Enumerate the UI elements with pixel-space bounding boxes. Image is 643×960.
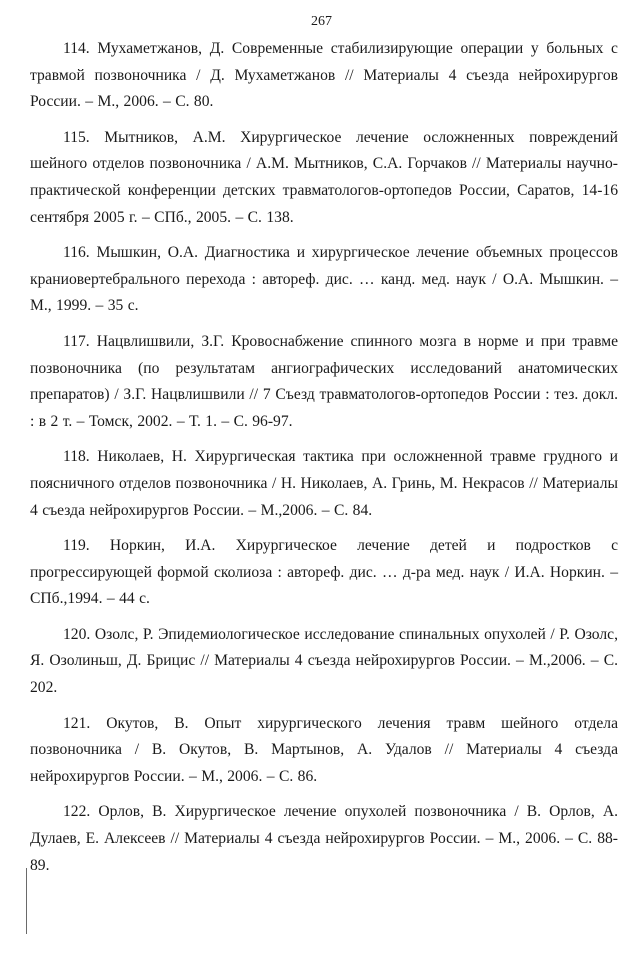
reference-item: [30, 329, 618, 435]
reference-number: 115.: [63, 128, 90, 146]
reference-number: 117.: [63, 332, 90, 350]
reference-number: 120.: [63, 625, 91, 643]
reference-text: Окутов, В. Опыт хирургического лечения травм шейного отдела позвоночника / В. Окутов, В. Мартынов, А. Удалов // Материалы 4 съезда нейрохирургов России. – М., 2006. – С. 86.: [30, 714, 619, 785]
reference-text: Мухаметжанов, Д. Современные стабилизирующие операции у больных с травмой позвоночника / Д. Мухаметжанов // Материалы 4 съезда нейрохирургов России. – М., 2006. – С. 80.: [30, 40, 618, 111]
reference-item: [30, 622, 618, 702]
reference-text: Николаев, Н. Хирургическая тактика при осложненной травме грудного и поясничного отделов позвоночника / Н. Николаев, А. Гринь, М. Некрасов // Материалы 4 съезда нейрохирургов России. – М.,2006. – С. 84.: [30, 448, 618, 519]
reference-text: Орлов, В. Хирургическое лечение опухолей позвоночника / В. Орлов, А. Дулаев, Е. Алексеев // Материалы 4 съезда нейрохирургов России. – М., 2006. – С. 88-89.: [30, 803, 618, 874]
scan-margin-line: [26, 868, 27, 934]
reference-item: [30, 444, 618, 524]
reference-number: 119.: [63, 537, 90, 555]
reference-item: [30, 711, 618, 791]
reference-text: Озолс, Р. Эпидемиологическое исследование спинальных опухолей / Р. Озолс, Я. Озолиньш, Д. Брицис // Материалы 4 съезда нейрохирургов России. – М.,2006. – С. 202.: [30, 625, 619, 697]
reference-text: Норкин, И.А. Хирургическое лечение детей и подростков с прогрессирующей формой сколиоза : автореф. дис. … д-ра мед. наук / И.А. Норкин. – СПб.,1994. – 44 с.: [30, 537, 618, 608]
reference-text: Мышкин, О.А. Диагностика и хирургическое лечение объемных процессов краниовертебрального перехода : автореф. дис. … канд. мед. наук / О.А. Мышкин. – М., 1999. – 35 с.: [30, 244, 618, 315]
reference-item: [30, 240, 618, 320]
reference-item: [30, 533, 618, 613]
reference-number: 118.: [63, 448, 90, 466]
reference-text: Нацвлишвили, З.Г. Кровоснабжение спинного мозга в норме и при травме позвоночника (по результатам ангиографических исследований анатомических препаратов) / З.Г. Нацвлишвили // 7 Съезд травматологов-ортопедов России : тез. докл. : в 2 т. – Томск, 2002. – Т. 1. – С. 96-97.: [30, 332, 618, 430]
reference-item: [30, 125, 618, 231]
reference-item: [30, 36, 618, 116]
reference-text: Мытников, А.М. Хирургическое лечение осложненных повреждений шейного отделов позвоночника / А.М. Мытников, С.А. Горчаков // Материалы научно-практической конференции детских травматологов-ортопедов России, Саратов, 14-16 сентября 2005 г. – СПб., 2005. – С. 138.: [30, 128, 618, 226]
reference-number: 114.: [63, 40, 90, 57]
reference-list: [30, 36, 618, 888]
reference-number: 121.: [63, 714, 91, 732]
page-number: 267: [311, 14, 332, 29]
reference-number: 116.: [63, 244, 90, 262]
reference-number: 122.: [63, 803, 91, 821]
reference-item: [30, 799, 618, 879]
